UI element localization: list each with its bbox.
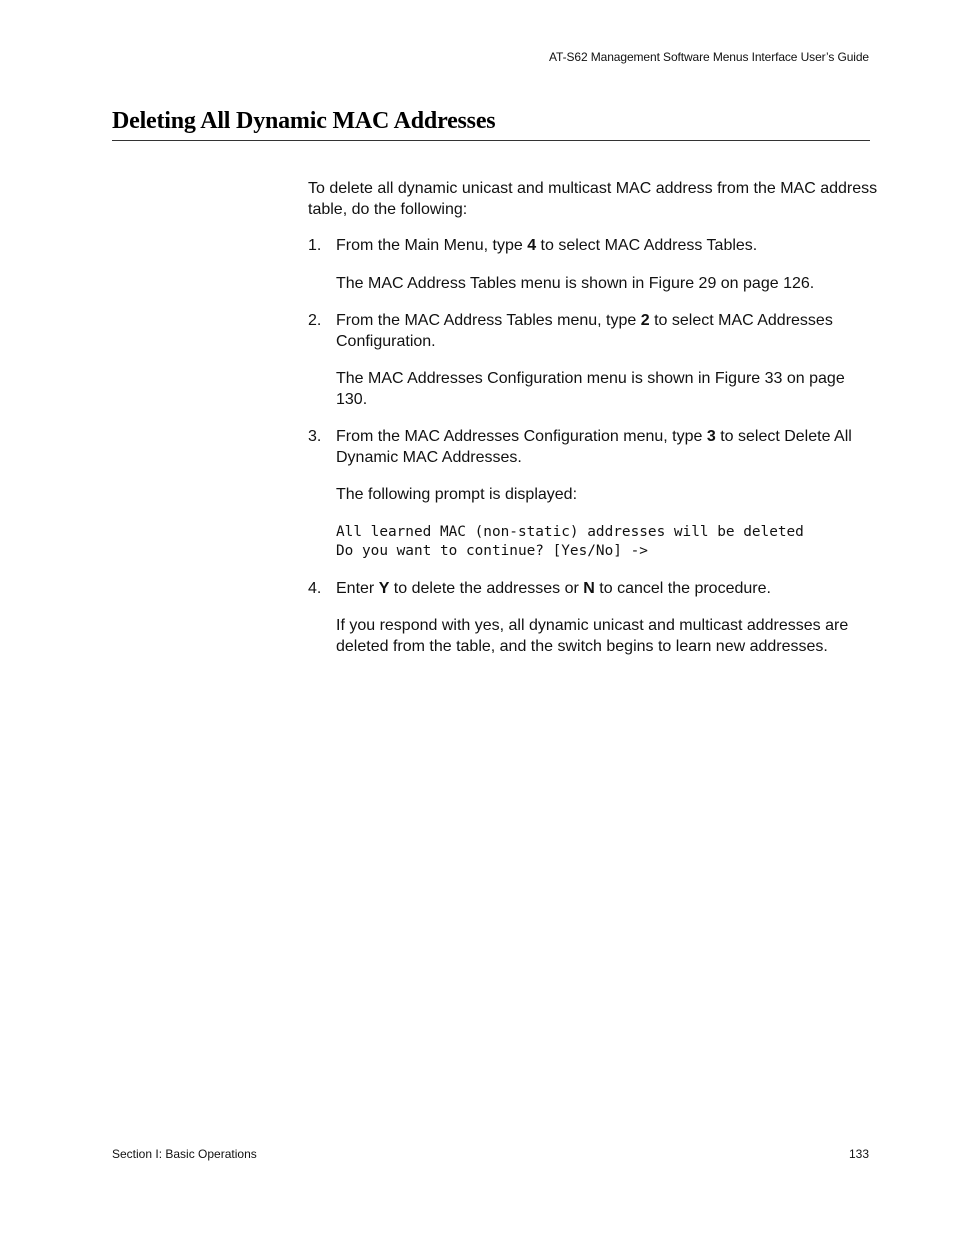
step-note: The MAC Addresses Configuration menu is shown in Figure 33 on page 130. [336,370,845,408]
heading-rule [112,140,870,141]
running-header: AT-S62 Management Software Menus Interface User’s Guide [549,50,869,64]
instruction-text: to delete the addresses or [389,579,584,597]
step-note: If you respond with yes, all dynamic unicast and multicast addresses are deleted from the table, and the switch begins to learn new addresses. [336,617,849,655]
key-label: 3 [706,428,716,445]
body-text [308,179,878,674]
step-note: The following prompt is displayed: [336,486,578,503]
page-number: 133 [848,1147,869,1161]
instruction-text: to cancel the procedure. [594,579,771,597]
key-label: 4 [527,237,537,254]
step-number: 1. [308,237,322,254]
step-body [336,236,878,294]
prompt-line: All learned MAC (non-static) addresses will be deleted [336,523,804,540]
intro-paragraph: To delete all dynamic unicast and multicast MAC address from the MAC address table, do the following: [308,180,878,218]
step-1 [308,236,878,294]
section-heading: Deleting All Dynamic MAC Addresses [112,108,496,134]
key-label: Y [378,579,390,597]
step-number: 2. [308,312,322,329]
step-instruction [336,311,878,352]
step-instruction [336,427,878,468]
step-4 [308,579,878,658]
instruction-text: to select Delete All Dynamic MAC Addresses. [336,428,852,466]
instruction-text: From the MAC Addresses Configuration menu, type [336,428,707,445]
step-instruction [336,236,878,257]
step-3 [308,427,878,562]
step-number: 3. [308,428,322,445]
instruction-text: From the Main Menu, type [336,237,528,254]
step-number: 4. [308,579,322,597]
console-prompt [336,523,878,562]
key-label: 2 [640,312,650,329]
instruction-text: From the MAC Address Tables menu, type [336,312,641,329]
footer-section-label: Section I: Basic Operations [112,1147,257,1161]
step-instruction [336,579,878,600]
step-2 [308,311,878,410]
prompt-line: Do you want to continue? [Yes/No] -> [336,543,648,559]
instruction-text: to select MAC Addresses Configuration. [336,312,833,350]
step-body [336,311,878,410]
step-body [336,427,878,562]
step-note: The MAC Address Tables menu is shown in Figure 29 on page 126. [336,274,815,292]
step-body [336,579,878,658]
instruction-text: to select MAC Address Tables. [536,237,758,254]
instruction-text: Enter [336,579,379,597]
key-label: N [583,579,595,597]
